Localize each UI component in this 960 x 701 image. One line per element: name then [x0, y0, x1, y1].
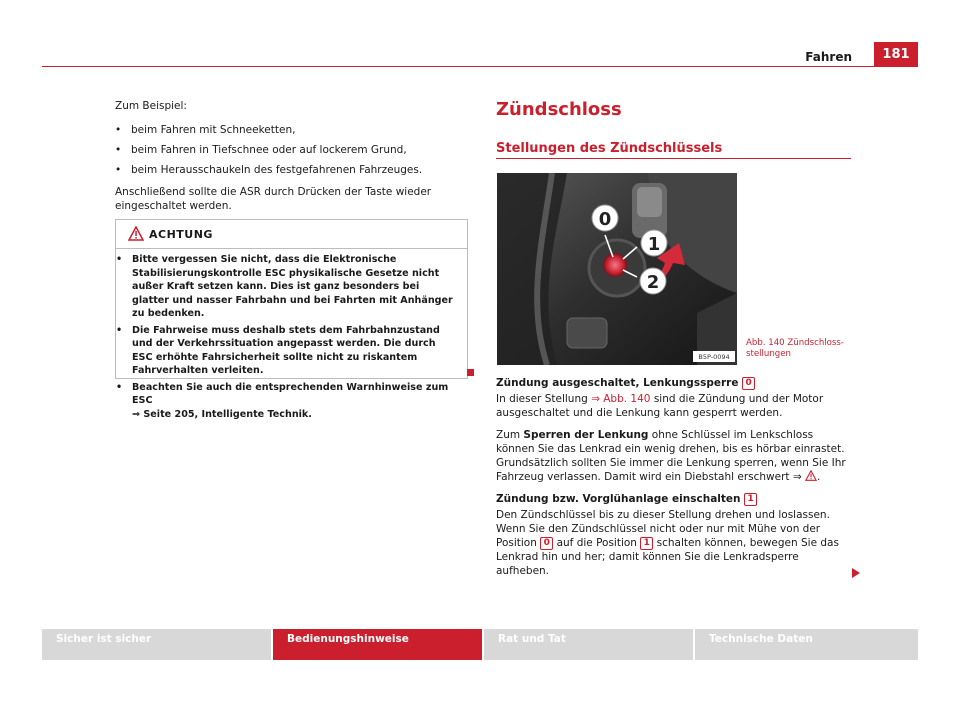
warning-triangle-icon [128, 226, 144, 241]
subsection-title: Zündung ausgeschaltet, Lenkungssperre 0 [496, 376, 852, 390]
ignition-lock-photo [497, 173, 737, 365]
position-label: 2 [646, 272, 660, 293]
list-item: • beim Herausschaukeln des festgefahrenen Fahrzeuges. [115, 164, 423, 176]
right-text [496, 376, 852, 578]
paragraph: Zum Sperren der Lenkung ohne Schlüssel im Lenkschloss können Sie das Lenkrad ein wenig drehen, bis es hörbar einrastet. Grundsätzlich sollten Sie immer die Lenkung sperren, wenn Sie Ihr Fahrzeug verlassen. Damit wird ein Diebstahl erschwert ⇒ . [496, 429, 846, 483]
figure-caption: Abb. 140 Zündschloss- stellungen [746, 338, 844, 359]
running-header-title: Fahren [805, 50, 852, 64]
warning-box [115, 219, 468, 420]
intro-text: Zum Beispiel: [115, 100, 187, 112]
warning-item: • Die Fahrweise muss deshalb stets dem Fahrbahnzustand und der Verkehrssituation angepasst werden. Die durch ESC erhöhte Fahrsicherheit sollte nicht zu riskantem Fahrverhalten verleiten. [116, 324, 440, 376]
paragraph: In dieser Stellung ⇒ Abb. 140 sind die Zündung und der Motor ausgeschaltet und die Lenkung kann gesperrt werden. [496, 393, 824, 419]
image-code: B5P-0094 [698, 353, 730, 361]
warning-item: • Beachten Sie auch die entsprechenden Warnhinweise zum ESC ⇒ Seite 205, Intelligente Technik. [116, 381, 449, 420]
position-badge: 0 [540, 537, 553, 550]
paragraph: Den Zündschlüssel bis zu dieser Stellung drehen und loslassen. Wenn Sie den Zündschlüssel nicht oder nur mit Mühe von der Position 0 auf die Position 1 schalten können, bewegen Sie das Lenkrad hin und her; damit können Sie die Lenkradsperre aufheben. [496, 509, 839, 577]
figure-reference-link[interactable]: ⇒ Abb. 140 [591, 393, 651, 405]
left-column [115, 99, 465, 213]
after-text: Anschließend sollte die ASR durch Drücken der Taste wieder eingeschaltet werden. [115, 186, 432, 212]
section-heading: Zündschloss [496, 99, 622, 120]
section-end-marker [467, 369, 474, 376]
continue-arrow-icon[interactable] [852, 568, 860, 578]
footer-tab-bedienung[interactable]: Bedienungshinweise [273, 629, 482, 660]
header-rule [42, 66, 918, 67]
list-item: • beim Fahren in Tiefschnee oder auf lockerem Grund, [115, 144, 407, 156]
position-badge: 1 [640, 537, 653, 550]
footer-tab-technische[interactable]: Technische Daten [695, 629, 918, 660]
footer-tab-rat[interactable]: Rat und Tat [484, 629, 693, 660]
warning-item: • Bitte vergessen Sie nicht, dass die Elektronische Stabilisierungskontrolle ESC physikalische Gesetze nicht außer Kraft setzen kann. Dies ist ganz besonders bei glatter und nasser Fahrbahn und bei Fahrten mit Anhänger zu bedenken. [116, 254, 453, 319]
page-number: 181 [874, 42, 918, 67]
position-label: 1 [647, 234, 661, 255]
position-badge: 1 [744, 493, 757, 506]
position-label: 0 [598, 209, 612, 230]
warning-title: ACHTUNG [149, 228, 213, 241]
list-item: • beim Fahren mit Schneeketten, [115, 124, 296, 136]
footer-tab-sicher[interactable]: Sicher ist sicher [42, 629, 271, 660]
position-badge: 0 [742, 377, 755, 390]
warning-header [116, 220, 467, 249]
page-link[interactable]: ⇒ Seite 205, Intelligente Technik. [132, 408, 312, 420]
warning-body [116, 253, 458, 424]
subsection-rule [496, 158, 851, 159]
subsection-heading: Stellungen des Zündschlüssels [496, 141, 723, 156]
warning-triangle-icon[interactable] [805, 470, 817, 481]
subsection-title: Zündung bzw. Vorglühanlage einschalten 1 [496, 492, 852, 506]
